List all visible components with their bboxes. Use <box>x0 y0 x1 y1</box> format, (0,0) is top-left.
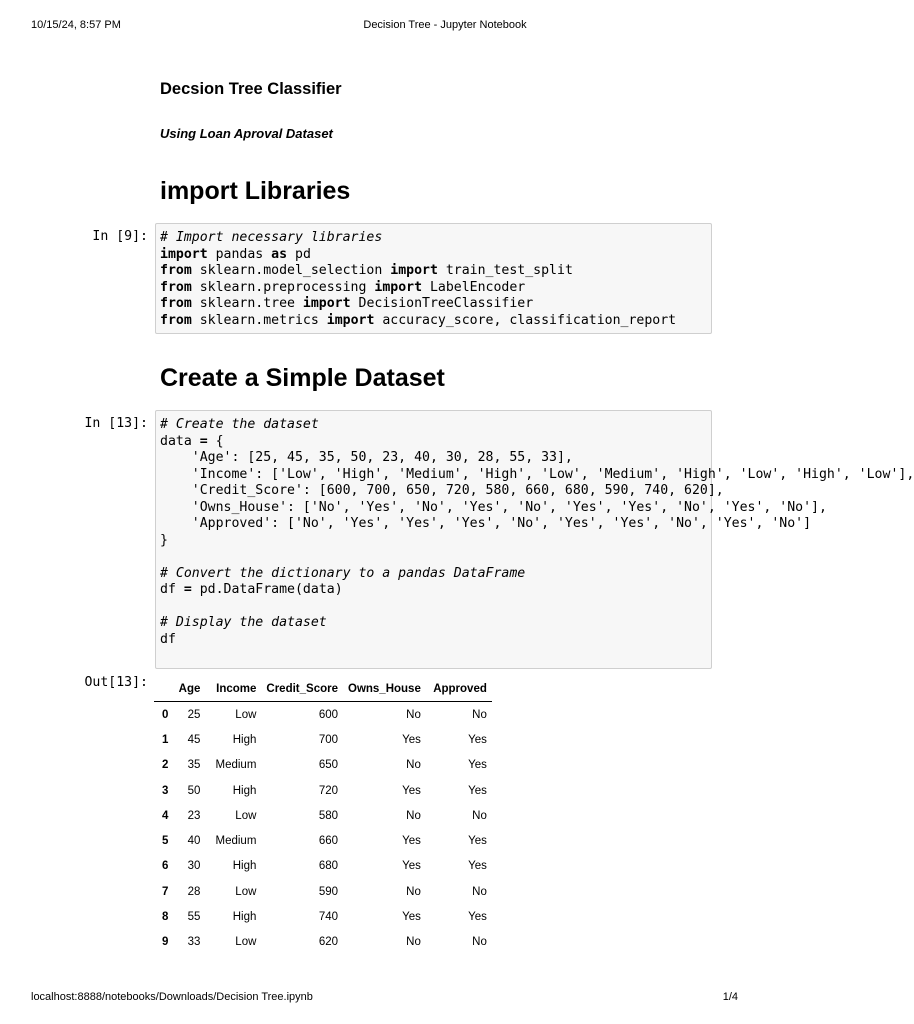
code-text: LabelEncoder <box>422 279 526 295</box>
cell-age: 40 <box>187 835 201 848</box>
cell-owns-house: Yes <box>402 733 421 746</box>
table-header-row <box>154 676 492 702</box>
cell-approved: Yes <box>468 759 487 772</box>
column-header-credit-score: Credit_Score <box>261 676 343 702</box>
cell-owns-house: No <box>406 936 421 949</box>
code-text: 'Age': [25, 45, 35, 50, 23, 40, 30, 28, 55, 33], <box>160 450 573 465</box>
cell-credit-score: 720 <box>318 784 338 797</box>
cell-age: 45 <box>187 733 201 746</box>
code-keyword: as <box>271 246 288 262</box>
cell-owns-house: Yes <box>402 911 421 924</box>
cell-index: 9 <box>162 936 169 949</box>
code-line <box>160 230 711 247</box>
cell-approved: Yes <box>468 911 487 924</box>
print-url: localhost:8888/notebooks/Downloads/Decision Tree.ipynb <box>31 991 313 1003</box>
cell-income: Medium <box>215 835 257 848</box>
print-datetime: 10/15/24, 8:57 PM <box>31 19 121 31</box>
code-text: accuracy_score, classification_report <box>374 312 677 328</box>
code-text: DecisionTreeClassifier <box>350 296 534 311</box>
cell-credit-score: 600 <box>318 708 338 721</box>
table-row <box>154 803 492 828</box>
code-line <box>160 434 711 451</box>
code-operator: = <box>199 433 208 449</box>
code-text: train_test_split <box>437 263 573 278</box>
code-operator: = <box>183 582 192 597</box>
code-text: sklearn.tree <box>191 296 303 311</box>
code-text: sklearn.metrics <box>191 312 327 328</box>
code-comment: # Convert the dictionary to a pandas DataFrame <box>160 565 526 581</box>
cell-credit-score: 580 <box>318 809 338 822</box>
column-header-index <box>154 676 173 702</box>
code-text: } <box>160 532 168 548</box>
cell-owns-house: Yes <box>402 860 421 873</box>
cell-credit-score: 620 <box>318 936 338 949</box>
cell-income: High <box>232 860 257 873</box>
code-text: pandas <box>207 246 272 262</box>
cell-index: 2 <box>162 759 169 772</box>
cell-income: Low <box>235 936 257 949</box>
code-comment: # Display the dataset <box>160 615 327 630</box>
code-line <box>160 533 711 550</box>
cell-index: 5 <box>162 835 169 848</box>
cell-index: 1 <box>162 733 169 746</box>
table-body <box>154 702 492 955</box>
code-line <box>160 582 711 599</box>
code-line <box>160 615 711 632</box>
code-text: 'Owns_House': ['No', 'Yes', 'No', 'Yes', 'No', 'Yes', 'Yes', 'No', 'Yes', 'No'], <box>160 499 827 515</box>
code-text: df <box>160 582 184 597</box>
code-line <box>160 466 914 484</box>
notebook-heading: Decsion Tree Classifier <box>160 80 342 98</box>
code-line <box>160 296 711 313</box>
cell-age: 23 <box>187 809 201 822</box>
code-line <box>160 549 711 566</box>
code-keyword: from <box>160 263 192 278</box>
code-keyword: from <box>160 296 192 311</box>
cell-approved: Yes <box>468 835 487 848</box>
code-text: 'Income': ['Low', 'High', 'Medium', 'High', 'Low', 'Medium', 'High', 'Low', 'High', 'Low'], <box>160 466 914 482</box>
cell-index: 7 <box>162 885 169 898</box>
code-editor[interactable] <box>156 224 711 329</box>
column-header-owns-house: Owns_House <box>343 676 426 702</box>
code-line <box>160 247 711 264</box>
cell-age: 55 <box>187 911 201 924</box>
cell-approved: No <box>472 708 487 721</box>
cell-age: 30 <box>187 860 201 873</box>
cell-owns-house: No <box>406 885 421 898</box>
code-line <box>160 516 812 533</box>
cell-age: 50 <box>187 784 201 797</box>
cell-income: High <box>232 733 257 746</box>
code-text: 'Approved': ['No', 'Yes', 'Yes', 'Yes', 'No', 'Yes', 'Yes', 'No', 'Yes', 'No'] <box>160 516 812 531</box>
cell-owns-house: No <box>406 809 421 822</box>
table-row <box>154 778 492 803</box>
table-row <box>154 727 492 752</box>
cell-age: 25 <box>187 708 201 721</box>
cell-credit-score: 590 <box>318 885 338 898</box>
input-prompt-13: In [13]: <box>84 416 148 431</box>
code-text: pd <box>287 246 311 262</box>
cell-income: High <box>232 784 257 797</box>
print-header <box>0 19 768 35</box>
section-heading-import: import Libraries <box>160 177 351 205</box>
code-line <box>160 499 827 517</box>
code-cell-dataset[interactable] <box>155 410 914 669</box>
cell-owns-house: No <box>406 759 421 772</box>
code-keyword: from <box>160 279 192 295</box>
code-text: 'Credit_Score': [600, 700, 650, 720, 580, 660, 680, 590, 740, 620], <box>160 483 724 498</box>
code-line <box>160 566 711 583</box>
cell-credit-score: 650 <box>318 759 338 772</box>
code-keyword: import <box>390 263 438 278</box>
cell-income: Low <box>235 885 257 898</box>
code-line <box>160 263 711 280</box>
cell-approved: No <box>472 885 487 898</box>
cell-index: 3 <box>162 784 169 797</box>
code-keyword: import <box>302 296 351 311</box>
print-page-number: 1/4 <box>722 991 738 1003</box>
cell-income: High <box>232 911 257 924</box>
code-line <box>160 599 711 616</box>
column-header-age: Age <box>173 676 205 702</box>
cell-index: 6 <box>162 860 169 873</box>
cell-credit-score: 740 <box>318 911 338 924</box>
dataframe-table <box>154 676 492 955</box>
code-keyword: from <box>160 312 192 328</box>
code-editor[interactable] <box>156 411 914 648</box>
code-comment: # Create the dataset <box>160 417 319 432</box>
code-line <box>160 313 711 330</box>
cell-age: 28 <box>187 885 201 898</box>
cell-age: 33 <box>187 936 201 949</box>
code-comment: # Import necessary libraries <box>160 230 383 245</box>
table-row <box>154 854 492 879</box>
cell-owns-house: No <box>406 708 421 721</box>
code-text: df <box>160 631 176 647</box>
column-header-income: Income <box>205 676 261 702</box>
table-row <box>154 930 492 955</box>
cell-owns-house: Yes <box>402 784 421 797</box>
input-prompt-9: In [9]: <box>92 229 148 244</box>
table-row <box>154 904 492 929</box>
code-text: sklearn.preprocessing <box>191 279 375 295</box>
cell-owns-house: Yes <box>402 835 421 848</box>
code-line <box>160 483 724 500</box>
code-line <box>160 450 711 467</box>
cell-approved: Yes <box>468 733 487 746</box>
cell-index: 4 <box>162 809 169 822</box>
code-cell-imports[interactable] <box>155 223 712 334</box>
output-prompt-13: Out[13]: <box>84 675 148 690</box>
code-keyword: import <box>374 279 423 295</box>
cell-credit-score: 660 <box>318 835 338 848</box>
cell-age: 35 <box>187 759 201 772</box>
cell-income: Low <box>235 809 257 822</box>
print-page-title: Decision Tree - Jupyter Notebook <box>363 19 527 31</box>
table-row <box>154 753 492 778</box>
code-keyword: import <box>160 246 208 262</box>
cell-approved: Yes <box>468 860 487 873</box>
cell-index: 8 <box>162 911 169 924</box>
table-row <box>154 702 492 728</box>
cell-income: Low <box>235 708 257 721</box>
print-footer <box>0 991 768 1007</box>
cell-index: 0 <box>162 708 169 721</box>
code-line <box>160 417 711 434</box>
table-row <box>154 828 492 853</box>
cell-credit-score: 700 <box>318 733 338 746</box>
cell-income: Medium <box>215 759 257 772</box>
code-line <box>160 632 711 649</box>
code-text: sklearn.model_selection <box>191 263 391 278</box>
column-header-approved: Approved <box>426 676 492 702</box>
code-line <box>160 280 711 297</box>
code-text: data <box>160 433 200 449</box>
cell-credit-score: 680 <box>318 860 338 873</box>
section-heading-create: Create a Simple Dataset <box>160 364 445 392</box>
code-keyword: import <box>326 312 375 328</box>
table-row <box>154 879 492 904</box>
notebook-subheading: Using Loan Aproval Dataset <box>160 126 333 141</box>
cell-approved: No <box>472 809 487 822</box>
code-text: { <box>207 433 224 449</box>
cell-approved: No <box>472 936 487 949</box>
code-text: pd.DataFrame(data) <box>191 582 343 597</box>
cell-approved: Yes <box>468 784 487 797</box>
